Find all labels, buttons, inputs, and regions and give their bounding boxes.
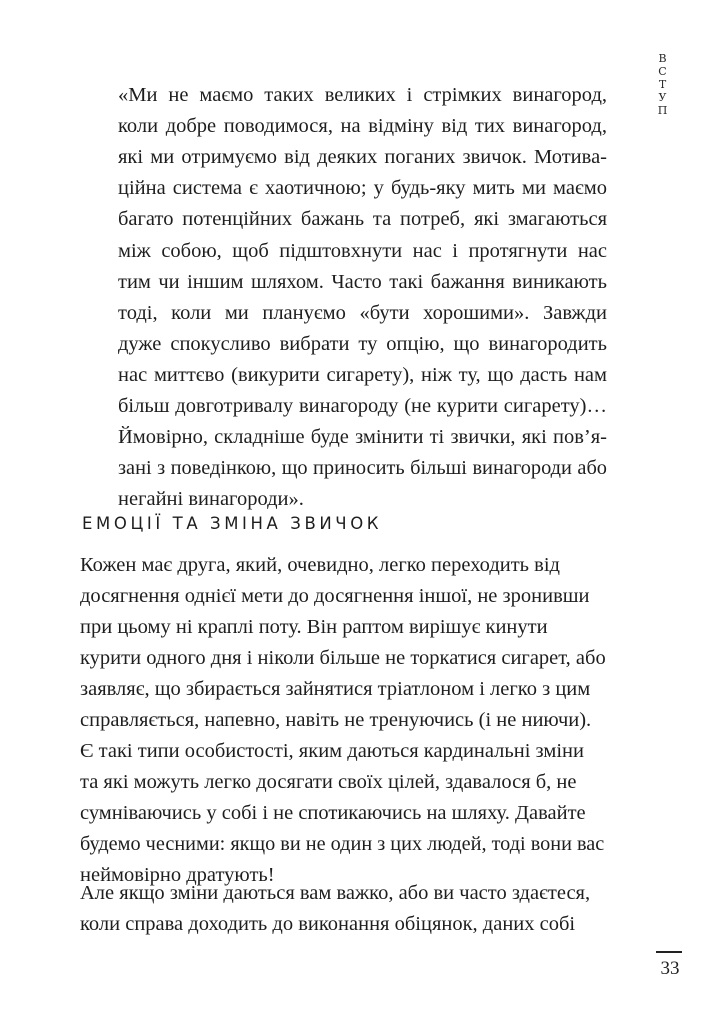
body-line: Але якщо зміни даються вам важко, або ви часто здаєтеся,	[80, 882, 591, 904]
body-line: будемо чесними: якщо ви не один з цих людей, тоді вони вас	[80, 833, 605, 855]
page-number: 33	[660, 958, 680, 979]
quote-line: більш довготривалу винагороду (не курити сигарету)…	[118, 395, 607, 417]
quote-line: дуже спокусливо вибрати ту опцію, що винагородить	[118, 333, 607, 355]
quote-line: багато потенційних бажань та потреб, які змагаються	[118, 208, 607, 230]
quote-line: Ймовірно, складніше буде змінити ті звички, які пов’я-	[118, 426, 607, 448]
quote-line: нас миттєво (викурити сигарету), ніж ту, що дасть нам	[118, 364, 607, 386]
body-line: неймовірно дратують!	[80, 864, 275, 886]
body-line: досягнення однієї мети до досягнення іншої, не зронивши	[80, 585, 590, 607]
body-line: при цьому ні краплі поту. Він раптом вирішує кинути	[80, 616, 548, 638]
body-line: заявляє, що збирається зайнятися тріатлоном і легко з цим	[80, 678, 591, 700]
quote-line: тим чи іншим шляхом. Часто такі бажання виникають	[118, 271, 607, 293]
quote-line: ційна система є хаотичною; у будь-яку мить ми маємо	[118, 177, 607, 199]
body-line: Кожен має друга, який, очевидно, легко переходить від	[80, 554, 560, 576]
body-line: коли справа доходить до виконання обіцянок, даних собі	[80, 913, 576, 935]
page-number-rule	[656, 951, 682, 953]
quote-line: тоді, коли ми плануємо «бути хорошими». Завжди	[118, 302, 607, 324]
body-line: Є такі типи особистості, яким даються кардинальні зміни	[80, 740, 584, 762]
quote-line: негайні винагороди».	[118, 488, 304, 510]
body-line: та які можуть легко досягати своїх цілей, здавалося б, не	[80, 771, 577, 793]
running-head: ВСТУП	[656, 52, 669, 117]
section-heading: ЕМОЦІЇ ТА ЗМІНА ЗВИЧОК	[82, 514, 383, 533]
quote-line: коли добре поводимося, на відміну від тих винагород,	[118, 115, 607, 137]
body-line: курити одного дня і ніколи більше не торкатися сигарет, або	[80, 647, 606, 669]
body-line: справляється, напевно, навіть не тренуючись (і не ниючи).	[80, 709, 592, 731]
body-line: сумніваючись у собі і не спотикаючись на шляху. Давайте	[80, 802, 586, 824]
quote-line: між собою, щоб підштовхнути нас і протягнути нас	[118, 240, 607, 262]
quote-line: зані з поведінкою, що приносить більші винагороди або	[118, 457, 607, 479]
quote-line: «Ми не маємо таких великих і стрімких винагород,	[118, 84, 607, 106]
quote-line: які ми отримуємо від деяких поганих звичок. Мотива-	[118, 146, 607, 168]
